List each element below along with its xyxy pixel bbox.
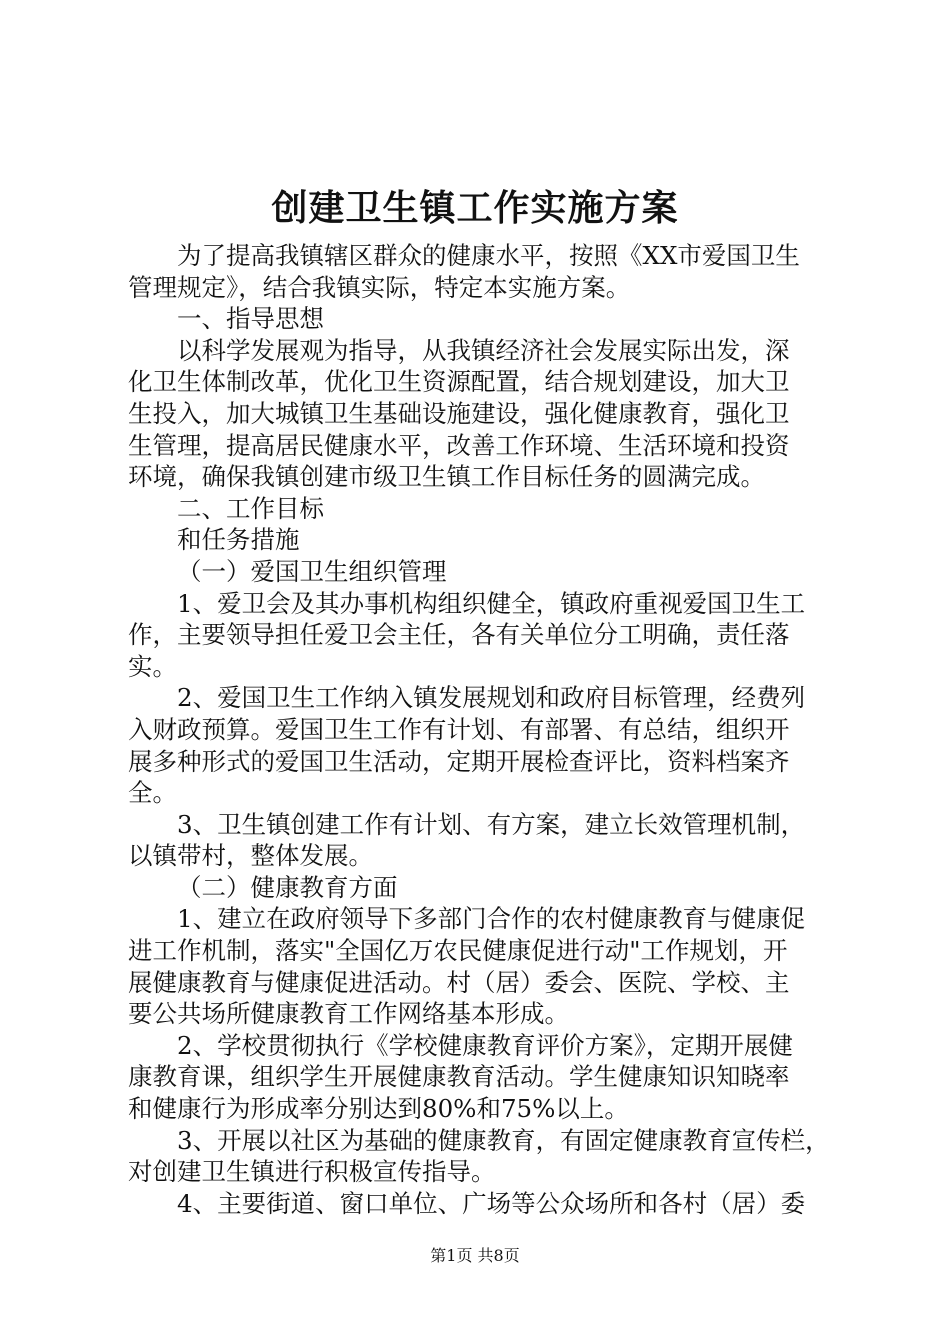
- text-line: 一、指导思想: [177, 304, 324, 334]
- document-body: [128, 240, 833, 1219]
- text-line: 进工作机制，落实"全国亿万农民健康促进行动"工作规划，开: [128, 936, 788, 966]
- text-line: 以镇带村，整体发展。: [128, 841, 373, 871]
- text-line: （二）健康教育方面: [177, 872, 398, 902]
- document-title: 创建卫生镇工作实施方案: [271, 187, 679, 229]
- text-line: 生管理，提高居民健康水平，改善工作环境、生活环境和投资: [128, 430, 790, 460]
- text-line: 2、学校贯彻执行《学校健康教育评价方案》，定期开展健: [177, 1030, 793, 1060]
- text-line: 和健康行为形成率分别达到80%和75%以上。: [128, 1094, 629, 1124]
- text-line: 康教育课，组织学生开展健康教育活动。学生健康知识知晓率: [128, 1062, 790, 1092]
- text-line: 和任务措施: [177, 525, 300, 555]
- text-line: 二、工作目标: [177, 493, 324, 523]
- text-line: 要公共场所健康教育工作网络基本形成。: [128, 999, 569, 1029]
- text-line: 环境，确保我镇创建市级卫生镇工作目标任务的圆满完成。: [128, 462, 765, 492]
- text-line: 3、卫生镇创建工作有计划、有方案，建立长效管理机制，: [177, 809, 806, 839]
- text-line: 1、建立在政府领导下多部门合作的农村健康教育与健康促: [177, 904, 806, 934]
- page-footer: 第1页 共8页: [430, 1246, 520, 1265]
- text-line: 生投入，加大城镇卫生基础设施建设，强化健康教育，强化卫: [128, 398, 790, 428]
- text-line: 化卫生体制改革，优化卫生资源配置，结合规划建设，加大卫: [128, 367, 790, 397]
- text-line: 3、开展以社区为基础的健康教育，有固定健康教育宣传栏，: [177, 1125, 830, 1155]
- text-line: 1、爱卫会及其办事机构组织健全，镇政府重视爱国卫生工: [177, 588, 806, 618]
- text-line: 为了提高我镇辖区群众的健康水平，按照《XX市爱国卫生: [177, 241, 800, 270]
- text-line: 管理规定》，结合我镇实际，特定本实施方案。: [128, 272, 631, 302]
- text-line: （一）爱国卫生组织管理: [177, 556, 447, 586]
- text-line: 以科学发展观为指导，从我镇经济社会发展实际出发，深: [177, 335, 790, 365]
- text-line: 入财政预算。爱国卫生工作有计划、有部署、有总结，组织开: [128, 714, 790, 744]
- text-line: 4、主要街道、窗口单位、广场等公众场所和各村（居）委: [177, 1188, 806, 1218]
- text-line: 对创建卫生镇进行积极宣传指导。: [128, 1157, 496, 1187]
- text-line: 实。: [128, 651, 177, 681]
- text-line: 2、爱国卫生工作纳入镇发展规划和政府目标管理，经费列: [177, 683, 806, 713]
- text-line: 作，主要领导担任爱卫会主任，各有关单位分工明确，责任落: [128, 620, 790, 650]
- text-line: 展健康教育与健康促进活动。村（居）委会、医院、学校、主: [128, 967, 790, 997]
- text-line: 展多种形式的爱国卫生活动，定期开展检查评比，资料档案齐: [128, 746, 790, 776]
- text-line: 全。: [128, 778, 177, 808]
